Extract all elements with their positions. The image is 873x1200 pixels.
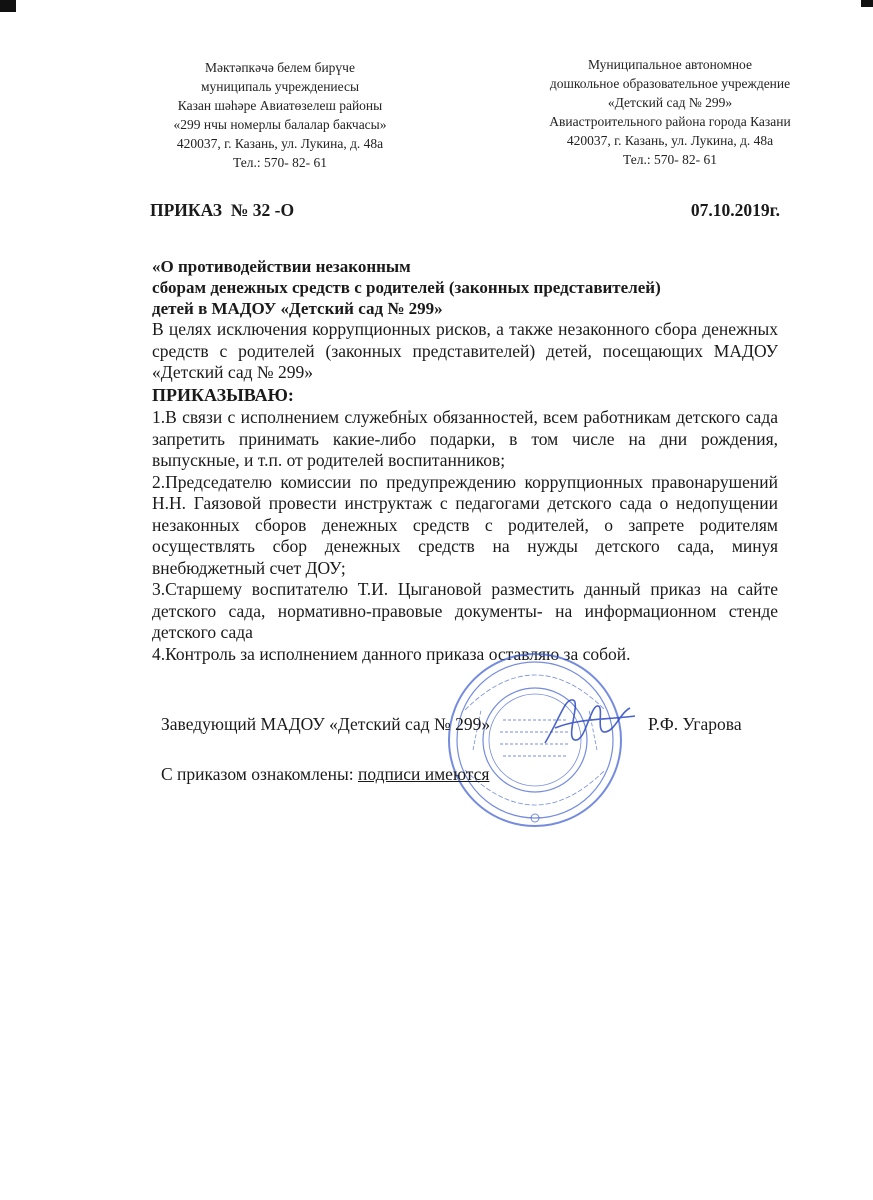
signer-position: Заведующий МАДОУ «Детский сад № 299»: [161, 714, 491, 734]
order-title-line: «О противодействии незаконным: [152, 257, 411, 276]
header-left-line: «299 нчы номерлы балалар бакчасы»: [173, 117, 387, 132]
acknowledgement-line: [161, 764, 489, 785]
order-title-line: детей в МАДОУ «Детский сад № 299»: [152, 299, 443, 318]
acknowledgement-value: подписи имеются: [357, 764, 490, 784]
header-left: [140, 58, 420, 172]
intro-paragraph-block: [152, 319, 778, 384]
header-right-line: «Детский сад № 299»: [607, 95, 733, 110]
order-number: ПРИКАЗ № 32 -О: [150, 200, 295, 220]
order-item: 2.Председателю комиссии по предупреждению коррупционных правонарушений Н.Н. Гаязовой провести инструктаж с педагогами детского сада о недопущении незаконных сборов денежных средств с родителей, о запрете родителям осуществлять сбор денежных средств на нужды детского сада, минуя внебюджетный счет ДОУ;: [152, 471, 778, 578]
header-right: [520, 55, 820, 169]
order-title: [152, 256, 661, 319]
header-right-line: 420037, г. Казань, ул. Лукина, д. 48а: [566, 133, 774, 148]
order-item: 4.Контроль за исполнением данного приказа оставляю за собой.: [152, 643, 631, 664]
scan-corner-mark-right: [861, 0, 873, 7]
order-word: ПРИКАЗЫВАЮ:: [152, 385, 294, 405]
scan-corner-mark: [0, 0, 16, 12]
acknowledgement-label: С приказом ознакомлены:: [161, 764, 358, 784]
header-right-line: Авиастроительного района города Казани: [549, 114, 791, 129]
header-left-line: Казан шәһәре Авиатөзелеш районы: [177, 98, 383, 113]
header-left-line: Тел.: 570- 82- 61: [233, 155, 327, 170]
header-right-line: Муниципальное автономное: [588, 57, 752, 72]
header-right-line: дошкольное образовательное учреждение: [549, 76, 791, 91]
order-item: 1.В связи с исполнением служебных обязанностей, всем работникам детского сада запретить принимать какие-либо подарки, в том числе на дни рождения, выпускные, и т.п. от родителей воспитанников;: [152, 407, 778, 470]
header-left-line: муниципаль учреждениесы: [200, 79, 360, 94]
header-left-line: Мәктәпкәчә белем бирүче: [205, 60, 355, 75]
signer-name: Р.Ф. Угарова: [648, 714, 742, 734]
seal-stamp: [445, 650, 625, 830]
order-items: [152, 407, 778, 665]
order-date: 07.10.2019г.: [690, 200, 780, 220]
order-item: 3.Старшему воспитателю Т.И. Цыгановой разместить данный приказ на сайте детского сада, нормативно-правовые документы- на информационном стенде детского сада: [152, 579, 778, 642]
header-left-line: 420037, г. Казань, ул. Лукина, д. 48а: [176, 136, 384, 151]
handwritten-signature: [535, 688, 645, 758]
header-right-line: Тел.: 570- 82- 61: [623, 152, 717, 167]
order-title-line: сборам денежных средств с родителей (законных представителей): [152, 278, 661, 297]
intro-paragraph: В целях исключения коррупционных рисков, а также незаконного сбора денежных средств с родителей (законных представителей) детей, посещающих МАДОУ «Детский сад № 299»: [152, 319, 778, 382]
